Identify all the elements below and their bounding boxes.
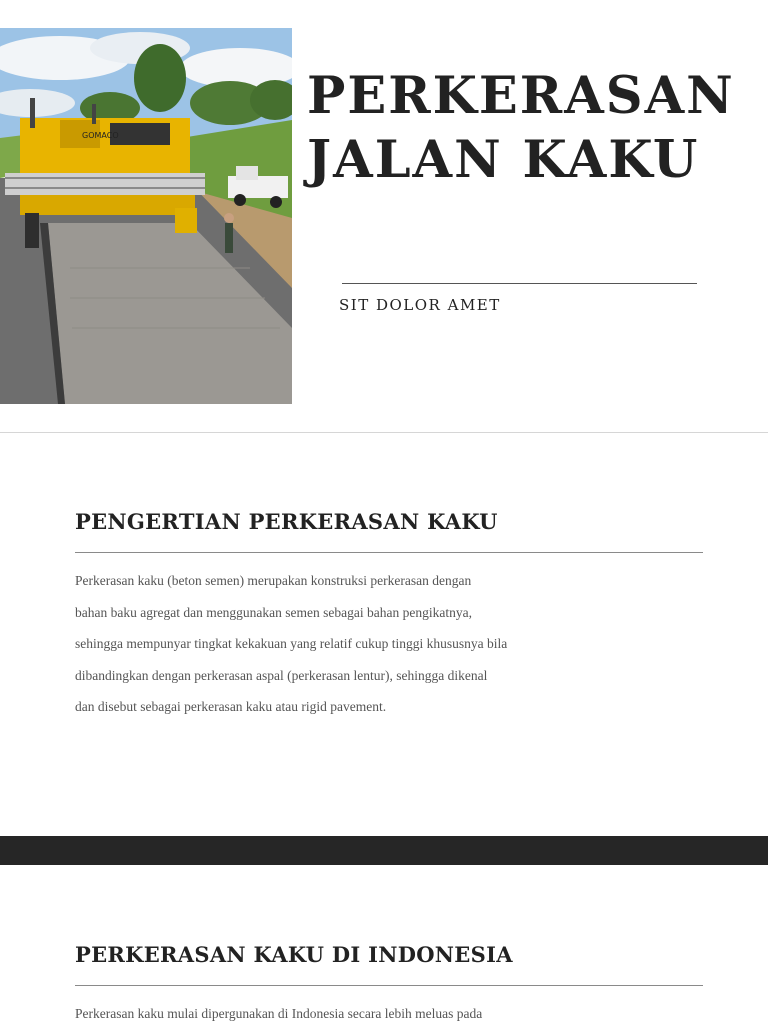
slide-separator-band	[0, 836, 768, 865]
indonesia-heading: PERKERASAN KAKU DI INDONESIA	[75, 942, 513, 967]
indonesia-divider	[75, 985, 703, 986]
paragraph-line: dan disebut sebagai perkerasan kaku atau rigid pavement.	[75, 699, 387, 714]
paragraph-line: sehingga mempunyar tingkat kekakuan yang relatif cukup tinggi khususnya bila	[75, 636, 508, 651]
paragraph-line: Perkerasan kaku (beton semen) merupakan konstruksi perkerasan dengan	[75, 573, 472, 588]
paragraph-line: dibandingkan dengan perkerasan aspal (perkerasan lentur), sehingga dikenal	[75, 667, 488, 683]
definition-paragraph	[75, 565, 595, 723]
paving-machine-illustration	[0, 28, 292, 404]
slipform-paver-photo	[0, 28, 292, 404]
title-divider	[342, 283, 697, 284]
definition-divider	[75, 552, 703, 553]
paragraph-line: Perkerasan kaku mulai dipergunakan di Indonesia secara lebih meluas pada	[75, 1006, 483, 1021]
title-slide	[0, 0, 768, 432]
presentation-title: PERKERASAN JALAN KAKU	[307, 66, 735, 190]
indonesia-slide	[0, 865, 768, 1024]
indonesia-paragraph	[75, 998, 595, 1030]
machine-brand-label: GOMACO	[82, 131, 119, 140]
presentation-subtitle: SIT DOLOR AMET	[339, 296, 501, 314]
paragraph-line: bahan baku agregat dan menggunakan semen sebagai bahan pengikatnya,	[75, 604, 472, 620]
definition-slide	[0, 433, 768, 836]
definition-heading: PENGERTIAN PERKERASAN KAKU	[75, 509, 498, 534]
